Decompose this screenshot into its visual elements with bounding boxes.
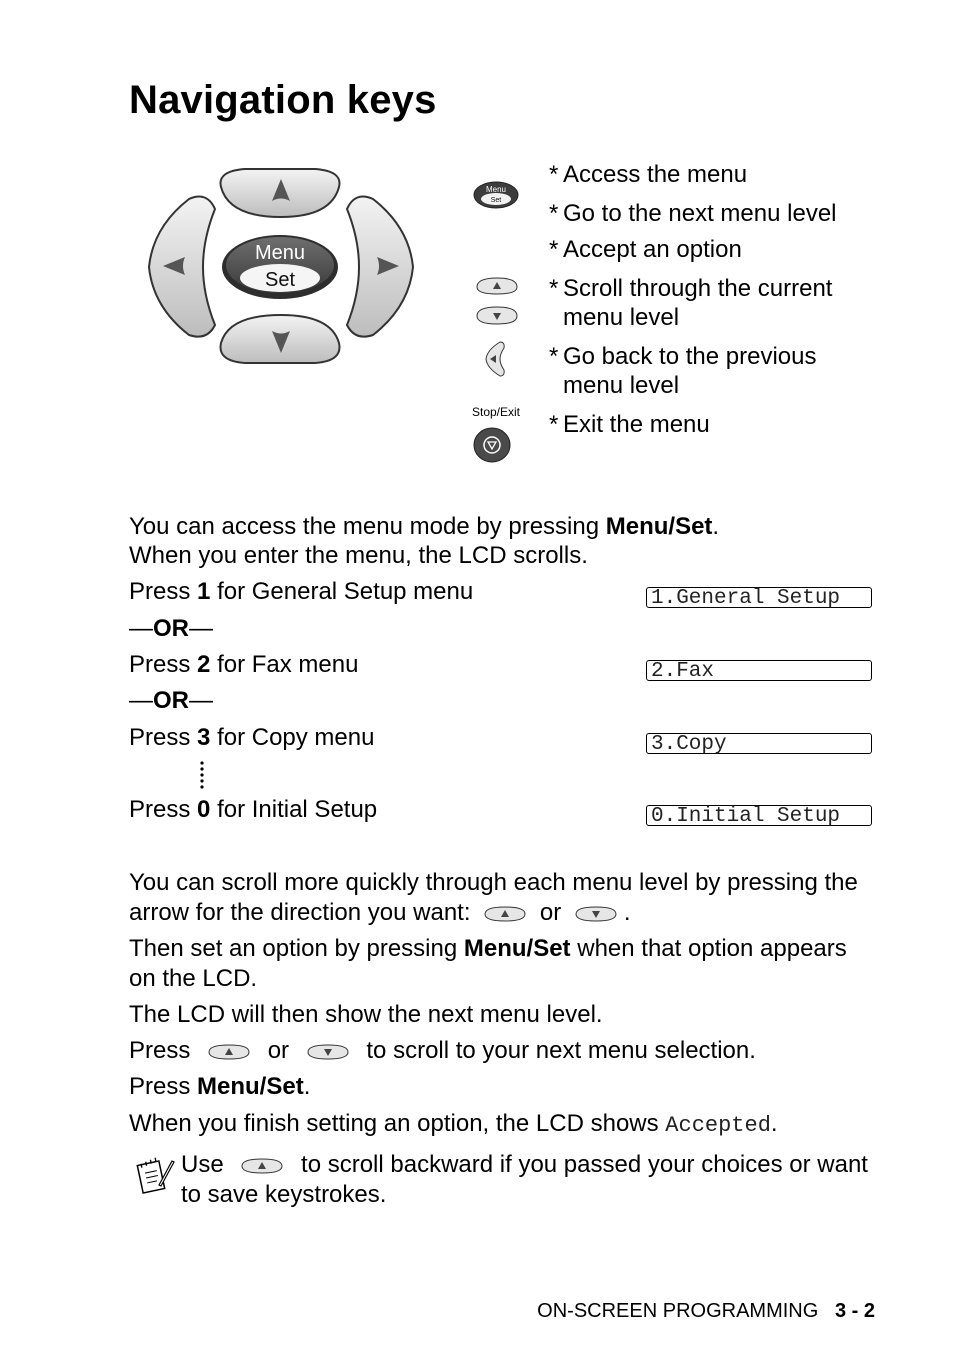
finish-line: When you finish setting an option, the LCD shows Accepted. <box>129 1110 778 1138</box>
page-footer <box>537 1300 875 1323</box>
lcd-display: 2.Fax <box>646 660 872 681</box>
right-arrow-key <box>347 197 413 337</box>
footer-page-number: 3 - 2 <box>834 1300 875 1322</box>
svg-text:Set: Set <box>490 197 502 204</box>
intro-line-2: When you enter the menu, the LCD scrolls. <box>129 542 588 569</box>
option-initial-setup: Press 0 for Initial Setup <box>129 796 378 823</box>
keypad-set-label: Set <box>264 269 296 291</box>
or-separator: —OR— <box>129 687 213 714</box>
press-scroll-line: Press or to scroll to your next menu selection. <box>129 1037 756 1064</box>
vertical-ellipsis-icon <box>198 760 206 790</box>
or-separator: —OR— <box>129 615 213 642</box>
menu-set-key <box>222 235 338 299</box>
keypad-menu-label: Menu <box>254 242 306 264</box>
scroll-line-2: arrow for the direction you want: or . <box>129 899 631 926</box>
note-line-1: Use to scroll backward if you passed your choices or want <box>181 1151 868 1178</box>
footer-section: ON-SCREEN PROGRAMMING <box>537 1300 819 1322</box>
option-copy: Press 3 for Copy menu <box>129 724 375 751</box>
press-menu-set-line: Press Menu/Set. <box>129 1073 311 1100</box>
intro-line-1: You can access the menu mode by pressing Menu/Set. <box>129 513 720 540</box>
option-fax: Press 2 for Fax menu <box>129 651 359 678</box>
note-line-2: to save keystrokes. <box>181 1181 387 1208</box>
svg-text:Menu: Menu <box>485 185 507 194</box>
scroll-line-1: You can scroll more quickly through each menu level by pressing the <box>129 869 858 896</box>
up-arrow-icon <box>240 1157 284 1175</box>
down-arrow-icon <box>574 905 618 923</box>
menu-set-icon <box>472 180 520 210</box>
page-title: Navigation keys <box>129 78 437 122</box>
lcd-display: 0.Initial Setup <box>646 805 872 826</box>
stop-exit-label: Stop/Exit <box>471 405 521 419</box>
left-arrow-key <box>149 197 215 337</box>
lcd-display: 3.Copy <box>646 733 872 754</box>
down-arrow-key <box>221 315 340 363</box>
up-arrow-icon <box>207 1043 251 1061</box>
option-general-setup: Press 1 for General Setup menu <box>129 578 474 605</box>
lcd-display: 1.General Setup <box>646 587 872 608</box>
next-level-line: The LCD will then show the next menu level. <box>129 1001 603 1028</box>
up-down-arrow-icon <box>474 276 520 328</box>
up-arrow-icon <box>483 905 527 923</box>
down-arrow-icon <box>306 1043 350 1061</box>
set-option-line-2: on the LCD. <box>129 965 258 992</box>
left-arrow-icon <box>484 340 506 378</box>
stop-exit-icon <box>472 425 512 465</box>
navigation-keypad-illustration <box>145 165 417 367</box>
up-arrow-key <box>221 169 340 217</box>
set-option-line-1: Then set an option by pressing Menu/Set when that option appears <box>129 935 847 962</box>
note-pencil-icon <box>135 1155 175 1195</box>
